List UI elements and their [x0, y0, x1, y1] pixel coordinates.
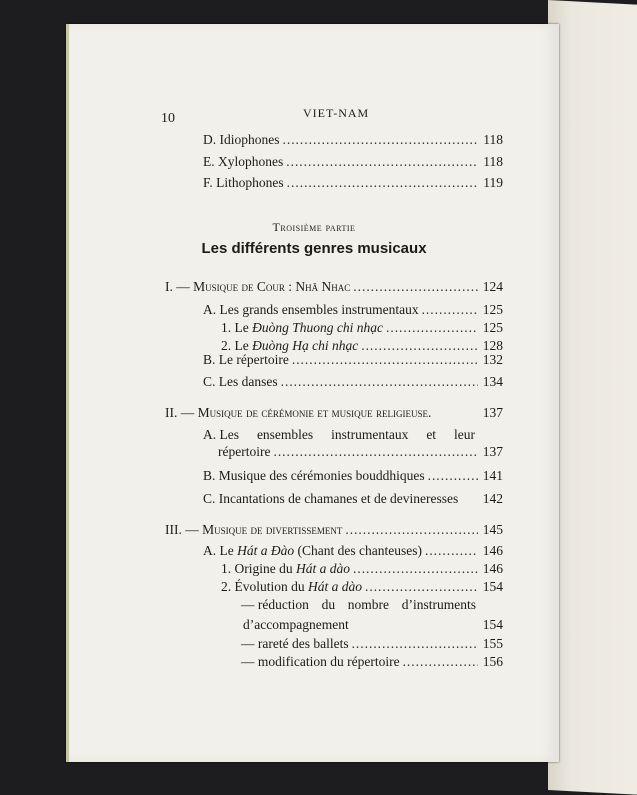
book-page [66, 24, 559, 762]
toc-entry: d’accompagnement 154 [243, 617, 503, 632]
toc-entry: E. Xylophones . . . 118 [203, 153, 503, 170]
toc-entry: C. Les danses . . . 134 [203, 373, 503, 390]
toc-entry: 1. Origine du Hát a dào . . . 146 [221, 560, 503, 577]
toc-entry: 2. Évolution du Hát a dào . . . 154 [221, 578, 503, 595]
toc-entry: 1. Le Đuòng Thuong chi nhạc . . . 125 [221, 319, 503, 336]
facing-page-text [562, 1, 576, 81]
section-heading: II. — Musique de cérémonie et musique religieuse. 137 [165, 405, 503, 420]
section-heading: III. — Musique de divertissement . . . 145 [165, 521, 503, 538]
toc-entry: B. Le répertoire . . . 132 [203, 351, 503, 368]
toc-entry: C. Incantations de chamanes et de devineresses 142 [203, 491, 503, 506]
toc-entry: B. Musique des cérémonies bouddhiques . . . 141 [203, 467, 503, 484]
toc-entry: 2. Le Đuòng Hạ chi nhạc . . . 128 [221, 337, 503, 354]
toc-entry-line1: A. Les ensembles instrumentaux et leur [203, 427, 475, 442]
toc-entry-line1: — réduction du nombre d’instruments [241, 597, 476, 612]
toc-entry: — modification du répertoire . . . 156 [241, 653, 503, 670]
part-label: Troisième partie [272, 220, 356, 234]
toc-entry: F. Lithophones . . . 119 [203, 174, 503, 191]
facing-page [548, 0, 637, 795]
section-heading: I. — Musique de Cour : Nhã Nhac . . . 124 [165, 278, 503, 295]
toc-entry: D. Idiophones . . . 118 [203, 131, 503, 148]
toc-entry: A. Les grands ensembles instrumentaux . . . 125 [203, 301, 503, 318]
toc-entry: — rareté des ballets . . . 155 [241, 635, 503, 652]
toc-entry: répertoire . . . 137 [218, 443, 503, 460]
toc-entry: A. Le Hát a Đào (Chant des chanteuses) . . . 146 [203, 542, 503, 559]
running-title: VIET-NAM [303, 106, 370, 120]
part-title: Les différents genres musicaux [201, 240, 427, 257]
page-number: 10 [161, 111, 175, 126]
